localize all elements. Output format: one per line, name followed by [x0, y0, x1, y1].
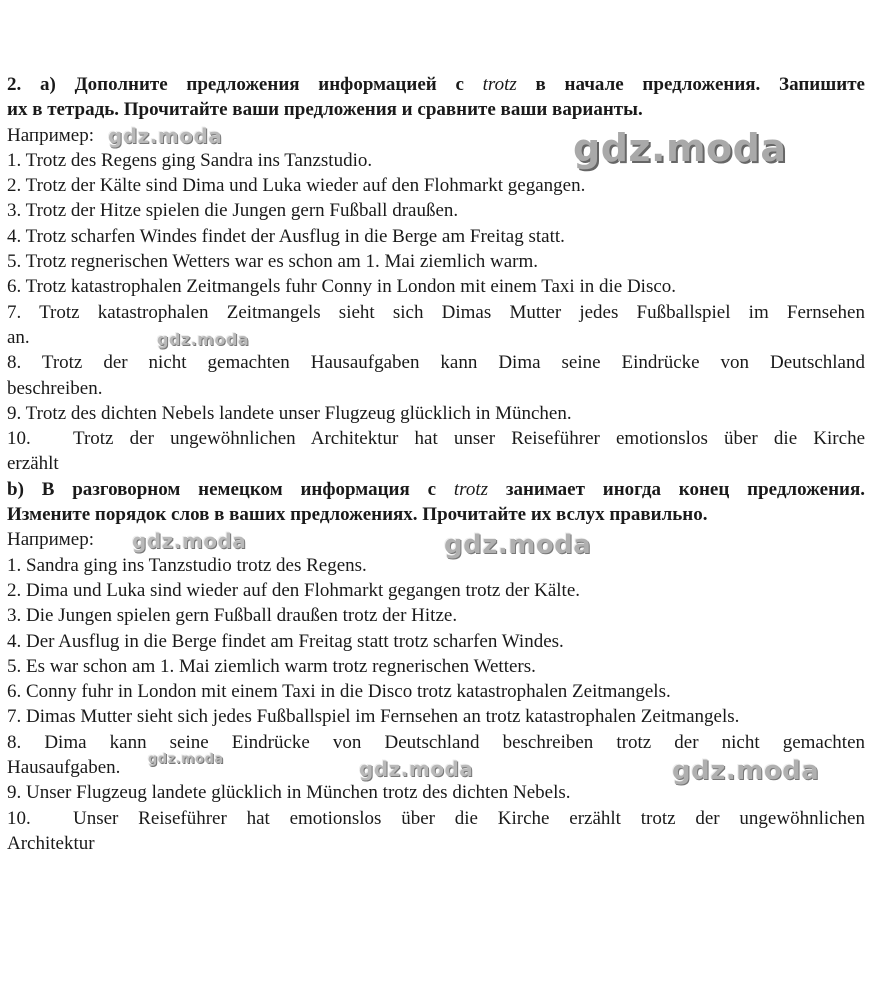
- part-a-item-2: 2. Trotz der Kälte sind Dima und Luka wieder auf den Flohmarkt gegangen.: [7, 175, 586, 197]
- part-b-item-7: 7. Dimas Mutter sieht sich jedes Fußballspiel im Fernsehen an trotz katastrophalen Zeitmangels.: [7, 706, 740, 728]
- watermark: gdz.moda: [573, 126, 787, 170]
- part-b-item-10-cont: Architektur: [7, 832, 95, 854]
- part-a-item-8: 8. Trotz der nicht gemachten Hausaufgaben kann Dima seine Eindrücke von Deutschland: [7, 352, 865, 374]
- part-b-header: [7, 477, 865, 502]
- part-b-item-10-text: Unser Reiseführer hat emotionslos über die Kirche erzählt trotz der ungewöhnlichen: [73, 807, 865, 829]
- part-b-header-suffix: занимает иногда конец предложения.: [488, 478, 865, 500]
- part-b-example-label: Например:: [7, 529, 94, 551]
- part-b-item-4: 4. Der Ausflug in die Berge findet am Freitag statt trotz scharfen Windes.: [7, 630, 564, 652]
- part-b-header-prefix: b) В разговорном немецком информация с: [7, 478, 454, 500]
- part-a-header: [7, 72, 865, 97]
- part-a-header-trotz: trotz: [482, 74, 517, 95]
- part-b-item-10-number: 10.: [7, 807, 31, 829]
- part-b-item-1: 1. Sandra ging ins Tanzstudio trotz des Regens.: [7, 554, 367, 576]
- part-b-item-8-cont: Hausaufgaben.: [7, 757, 121, 779]
- part-a-item-7: 7. Trotz katastrophalen Zeitmangels sieht sich Dimas Mutter jedes Fußballspiel im Fernsehen: [7, 301, 865, 323]
- watermark: gdz.moda: [359, 757, 474, 781]
- watermark: gdz.moda: [148, 752, 224, 767]
- part-b-item-8: 8. Dima kann seine Eindrücke von Deutschland beschreiben trotz der nicht gemachten: [7, 731, 865, 753]
- part-a-item-10-cont: erzählt: [7, 453, 59, 475]
- part-a-item-7-cont: an.: [7, 326, 30, 348]
- watermark: gdz.moda: [157, 330, 250, 349]
- part-a-header-suffix: в начале предложения. Запишите: [516, 74, 865, 95]
- part-a-header-prefix: 2. а) Дополните предложения информацией с: [7, 74, 483, 95]
- part-b-item-5: 5. Es war schon am 1. Mai ziemlich warm trotz regnerischen Wetters.: [7, 655, 536, 677]
- part-b-header-line2: Измените порядок слов в ваших предложениях. Прочитайте их вслух правильно.: [7, 504, 708, 526]
- part-b-item-3: 3. Die Jungen spielen gern Fußball draußen trotz der Hitze.: [7, 605, 458, 627]
- part-a-item-6: 6. Trotz katastrophalen Zeitmangels fuhr Conny in London mit einem Taxi in die Disco.: [7, 276, 677, 298]
- part-a-example-label: Например:: [7, 124, 94, 146]
- part-b-item-2: 2. Dima und Luka sind wieder auf den Flohmarkt gegangen trotz der Kälte.: [7, 579, 580, 601]
- part-a-item-10-text: Trotz der ungewöhnlichen Architektur hat unser Reiseführer emotionslos über die Kirche: [73, 428, 865, 450]
- part-b-item-6: 6. Conny fuhr in London mit einem Taxi in die Disco trotz katastrophalen Zeitmangels.: [7, 681, 671, 703]
- watermark: gdz.moda: [672, 756, 820, 786]
- part-a-header-line2: их в тетрадь. Прочитайте ваши предложения и сравните ваши варианты.: [7, 99, 643, 121]
- watermark: gdz.moda: [108, 124, 223, 148]
- part-a-item-10-number: 10.: [7, 428, 31, 450]
- part-b-item-9: 9. Unser Flugzeug landete glücklich in München trotz des dichten Nebels.: [7, 782, 571, 804]
- part-a-item-1: 1. Trotz des Regens ging Sandra ins Tanzstudio.: [7, 149, 373, 171]
- part-a-item-9: 9. Trotz des dichten Nebels landete unser Flugzeug glücklich in München.: [7, 402, 572, 424]
- part-a-item-3: 3. Trotz der Hitze spielen die Jungen gern Fußball draußen.: [7, 200, 459, 222]
- part-a-item-4: 4. Trotz scharfen Windes findet der Ausflug in die Berge am Freitag statt.: [7, 225, 565, 247]
- part-a-item-5: 5. Trotz regnerischen Wetters war es schon am 1. Mai ziemlich warm.: [7, 251, 539, 273]
- part-a-item-8-cont: beschreiben.: [7, 377, 103, 399]
- part-b-header-trotz: trotz: [453, 478, 488, 500]
- part-a-item-10: [7, 426, 865, 451]
- watermark: gdz.moda: [132, 529, 247, 553]
- watermark: gdz.moda: [444, 530, 592, 560]
- exercise-page: [7, 72, 865, 856]
- part-b-item-10: [7, 806, 865, 831]
